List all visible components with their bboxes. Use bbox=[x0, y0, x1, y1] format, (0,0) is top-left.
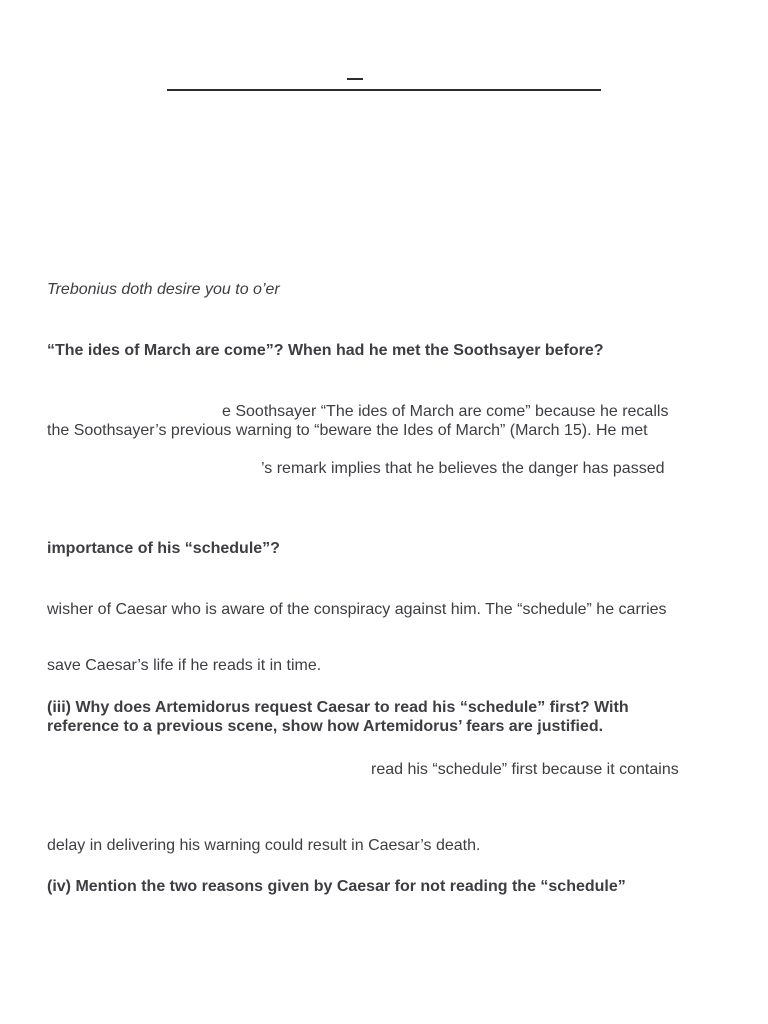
answer-1-line-2: the Soothsayer’s previous warning to “beware the Ides of March” (March 15). He met bbox=[47, 422, 648, 439]
question-4: (iv) Mention the two reasons given by Caesar for not reading the “schedule” bbox=[47, 878, 626, 895]
answer-1-line-3: ’s remark implies that he believes the danger has passed bbox=[261, 460, 665, 477]
question-3-line-1: (iii) Why does Artemidorus request Caesar to read his “schedule” first? With bbox=[47, 699, 629, 716]
answer-3-line-2: delay in delivering his warning could result in Caesar’s death. bbox=[47, 837, 481, 854]
header-dash bbox=[347, 78, 363, 80]
answer-2-line-2: save Caesar’s life if he reads it in time. bbox=[47, 657, 322, 674]
question-2: importance of his “schedule”? bbox=[47, 540, 280, 557]
answer-3-line-1: read his “schedule” first because it contains bbox=[371, 761, 679, 778]
question-1: “The ides of March are come”? When had he met the Soothsayer before? bbox=[47, 342, 604, 359]
answer-1-line-1: e Soothsayer “The ides of March are come” because he recalls bbox=[222, 403, 669, 420]
answer-2-line-1: wisher of Caesar who is aware of the conspiracy against him. The “schedule” he carries bbox=[47, 601, 667, 618]
quote-italic: Trebonius doth desire you to o’er bbox=[47, 281, 280, 298]
question-3-line-2: reference to a previous scene, show how Artemidorus’ fears are justified. bbox=[47, 718, 604, 735]
header-rule bbox=[167, 89, 601, 91]
